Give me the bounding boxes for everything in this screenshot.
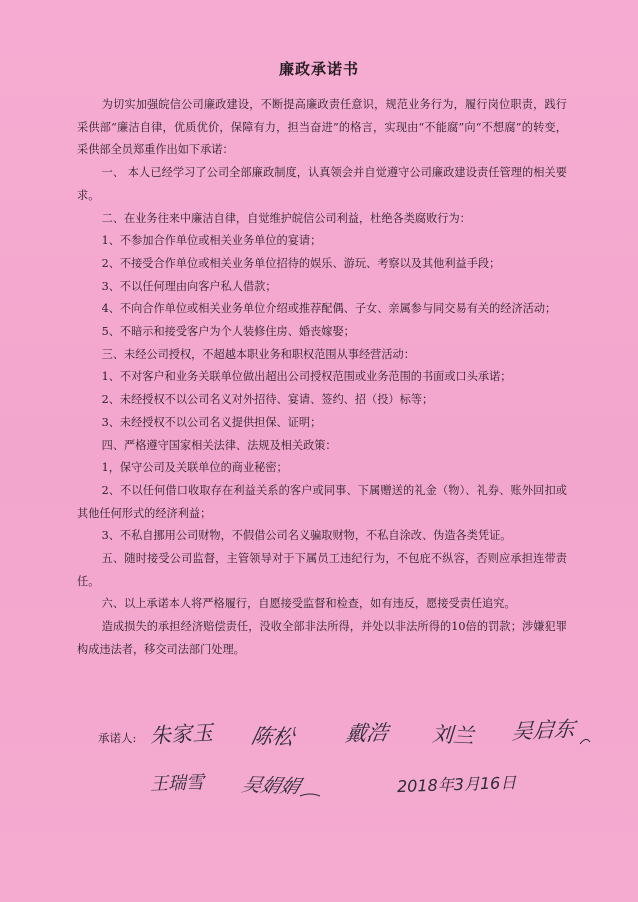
paragraph-item-4-1: 1，保守公司及关联单位的商业秘密； bbox=[101, 461, 288, 475]
paragraph-intro: 为切实加强皖信公司廉政建设，不断提高廉政责任意识，规范业务行为，履行岗位职责，践行采供部“廉洁自律，优质优价，保障有力，担当奋进”的格言，实现由“不能腐”向“不想腐”的转变，采供部全员郑重作出如下承诺： bbox=[77, 98, 567, 157]
signature-2: 陈松 bbox=[249, 724, 297, 750]
signature-6: 王瑞雪 bbox=[149, 772, 205, 795]
paragraph-item-2: 二、在业务往来中廉洁自律，自觉维护皖信公司利益，杜绝各类腐败行为： bbox=[101, 211, 471, 225]
paragraph-item-4: 四、严格遵守国家相关法律、法规及相关政策： bbox=[101, 438, 337, 452]
paragraph-item-2-1: 1、不参加合作单位或相关业务单位的宴请； bbox=[101, 234, 322, 248]
signature-7: 吴娟娟 bbox=[239, 774, 303, 798]
signature-label: 承诺人: bbox=[98, 731, 137, 745]
paragraph-item-3-2: 2、未经授权不以公司名义对外招待、宴请、签约、招（投）标等； bbox=[101, 393, 434, 407]
paragraph-item-5: 五、随时接受公司监督，主管领导对于下属员工违纪行为，不包庇不纵容，否则应承担连带责任。 bbox=[77, 552, 567, 588]
paragraph-item-2-2: 2、不接受合作单位或相关业务单位招待的娱乐、游玩、考察以及其他利益手段； bbox=[101, 256, 501, 270]
paragraph-item-3: 三、未经公司授权，不超越本职业务和职权范围从事经营活动： bbox=[101, 347, 415, 361]
document-title: 廉政承诺书 bbox=[278, 60, 359, 78]
signing-date: 2018年3月16日 bbox=[396, 772, 517, 797]
signature-4: 刘兰 bbox=[431, 722, 475, 749]
paragraph-item-3-1: 1、不对客户和业务关联单位做出超出公司授权范围或业务范围的书面或口头承诺； bbox=[101, 370, 512, 384]
paragraph-item-6: 六、以上承诺本人将严格履行，自愿接受监督和检查，如有违反，愿接受责任追究。 bbox=[101, 597, 516, 611]
paragraph-item-1: 一、 本人已经学习了公司全部廉政制度，认真领会并自觉遵守公司廉政建设责任管理的相关要求。 bbox=[77, 166, 567, 202]
document-body bbox=[77, 94, 567, 662]
paragraph-item-4-2: 2、不以任何借口收取存在利益关系的客户或同事、下属赠送的礼金（物）、礼券、账外回扣或其他任何形式的经济利益； bbox=[77, 483, 567, 520]
paragraph-penalty: 造成损失的承担经济赔偿责任，没收全部非法所得，并处以非法所得的10倍的罚款；涉嫌犯罪构成违法者，移交司法部门处理。 bbox=[77, 620, 567, 656]
paragraph-item-4-3: 3、不私自挪用公司财物，不假借公司名义骗取财物，不私自涂改、伪造各类凭证。 bbox=[101, 529, 512, 543]
paragraph-item-2-5: 5、不暗示和接受客户为个人装修住房、婚丧嫁娶； bbox=[101, 325, 355, 339]
paragraph-item-2-3: 3、不以任何理由向客户私人借款； bbox=[101, 279, 277, 293]
signature-1: 朱家玉 bbox=[149, 720, 214, 748]
paragraph-item-2-4: 4、不向合作单位或相关业务单位介绍或推荐配偶、子女、亲属参与同交易有关的经济活动； bbox=[101, 302, 557, 316]
signature-5: 吴启东 bbox=[510, 716, 576, 745]
signature-3: 戴浩 bbox=[343, 720, 390, 747]
paragraph-item-3-3: 3、未经授权不以公司名义提供担保、证明； bbox=[101, 415, 322, 429]
